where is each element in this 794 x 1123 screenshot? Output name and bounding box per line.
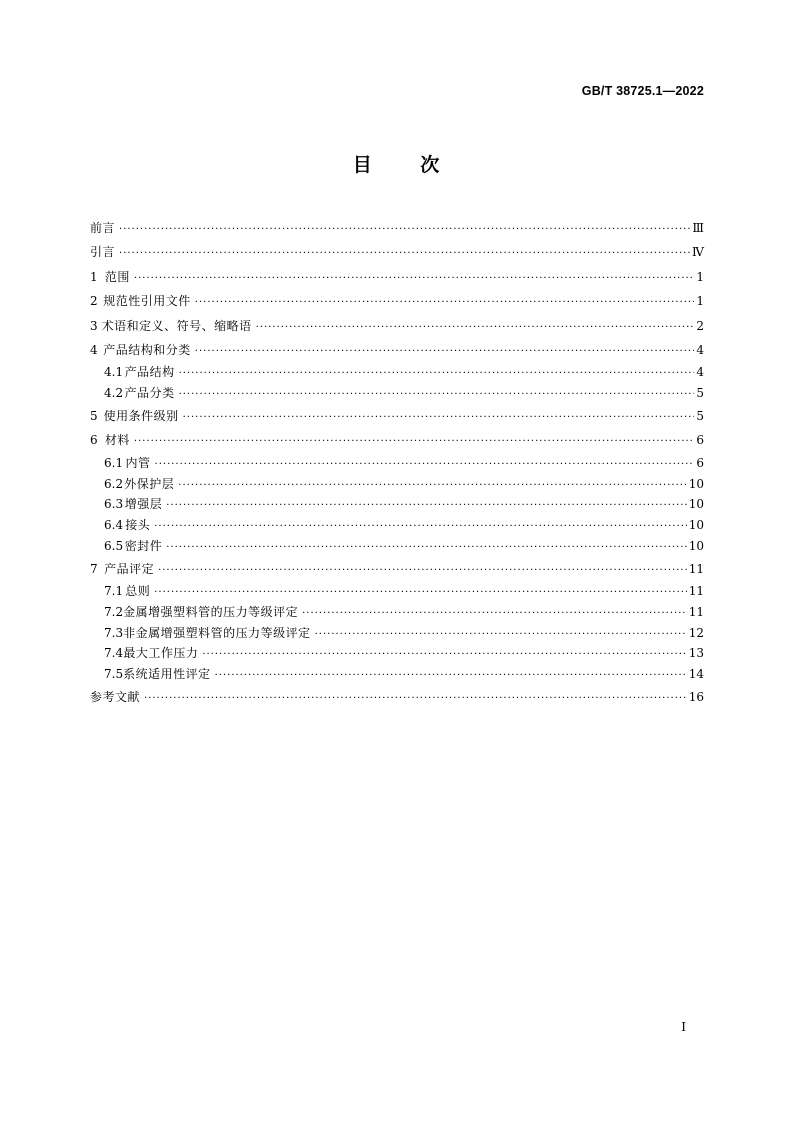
- toc-dot-leader: [195, 291, 694, 315]
- toc-dot-leader: [195, 340, 694, 364]
- toc-entry-page: 6: [696, 433, 704, 448]
- toc-entry[interactable]: [90, 265, 704, 289]
- toc-entry-page: 11: [688, 604, 704, 619]
- toc-entry-page: 12: [688, 625, 704, 640]
- toc-entry[interactable]: [90, 383, 704, 404]
- toc-entry-label: 使用条件级别: [103, 408, 179, 423]
- toc-dot-leader: [154, 517, 686, 538]
- toc-entry[interactable]: [90, 515, 704, 536]
- toc-dot-leader: [154, 583, 686, 604]
- toc-dot-leader: [144, 687, 687, 711]
- toc-entry-page: 10: [688, 497, 704, 512]
- toc-entry-number: 6.2: [104, 476, 124, 491]
- toc-entry-label: 外保护层: [124, 476, 175, 491]
- toc-entry-label: 规范性引用文件: [103, 294, 191, 309]
- toc-dot-leader: [166, 538, 686, 559]
- toc-entry-label: 金属增强塑料管的压力等级评定: [123, 604, 299, 619]
- toc-entry[interactable]: [90, 474, 704, 495]
- toc-entry-label: 产品结构: [124, 365, 175, 380]
- toc-entry-label: 密封件: [124, 538, 163, 553]
- toc-entry-label: 引言: [90, 245, 116, 260]
- toc-entry-page: 11: [688, 561, 704, 576]
- toc-entry-page: Ⅲ: [692, 221, 704, 235]
- toc-entry[interactable]: [90, 623, 704, 644]
- toc-entry[interactable]: [90, 643, 704, 664]
- toc-entry-number: 2: [90, 294, 98, 309]
- toc-entry-label: 术语和定义、符号、缩略语: [101, 318, 252, 333]
- toc-entry-number: 7.3: [104, 625, 124, 640]
- toc-entry-number: 7: [90, 561, 98, 576]
- toc-entry-page: 4: [696, 342, 704, 357]
- toc-entry-label: 总则: [125, 584, 151, 599]
- toc-entry-number: 6.1: [104, 455, 124, 470]
- toc-dot-leader: [166, 496, 686, 517]
- toc-dot-leader: [315, 625, 687, 646]
- toc-title: 目 次: [352, 154, 442, 176]
- toc-entry[interactable]: [90, 338, 704, 362]
- toc-entry-number: 5: [90, 408, 98, 423]
- toc-dot-leader: [202, 645, 686, 666]
- toc-entry-number: 6.4: [104, 518, 124, 533]
- toc-entry[interactable]: [90, 314, 704, 338]
- toc-dot-leader: [158, 559, 687, 583]
- toc-entry-page: 4: [696, 365, 704, 380]
- toc-entry-number: 6.5: [104, 538, 124, 553]
- toc-entry-page: 5: [696, 386, 704, 401]
- toc-entry-number: 4.2: [104, 386, 124, 401]
- toc-entry-label: 产品分类: [124, 386, 175, 401]
- toc-entry[interactable]: [90, 216, 704, 240]
- toc-entry-number: 7.1: [104, 584, 124, 599]
- toc-entry-page: 14: [688, 667, 704, 682]
- toc-dot-leader: [179, 364, 694, 385]
- toc-entry-label: 系统适用性评定: [123, 667, 211, 682]
- toc-entry-number: 4: [90, 342, 98, 357]
- toc-dot-leader: [155, 455, 694, 476]
- toc-dot-leader: [119, 218, 690, 242]
- toc-entry-number: 7.2: [104, 604, 124, 619]
- toc-entry-label: 接头: [125, 518, 151, 533]
- toc-entry-label: 内管: [125, 455, 151, 470]
- page-number: Ⅰ: [681, 1020, 686, 1034]
- toc-entry-label: 最大工作压力: [123, 646, 199, 661]
- toc-entry-page: 1: [696, 294, 704, 309]
- toc-entry-page: 10: [688, 476, 704, 491]
- toc-entry-page: 6: [696, 455, 704, 470]
- toc-entry-page: 1: [696, 269, 704, 284]
- toc-entry[interactable]: [90, 428, 704, 452]
- toc-entry-label: 范围: [104, 269, 130, 284]
- toc-entry[interactable]: [90, 664, 704, 685]
- toc-entry-page: Ⅳ: [692, 245, 704, 260]
- toc-entry[interactable]: [90, 404, 704, 428]
- toc-entry[interactable]: [90, 240, 704, 264]
- toc-entry[interactable]: [90, 685, 704, 709]
- toc-dot-leader: [178, 476, 686, 497]
- toc-entry-label: 产品评定: [104, 561, 155, 576]
- toc-dot-leader: [183, 406, 694, 430]
- toc-dot-leader: [179, 385, 694, 406]
- toc-entry[interactable]: [90, 602, 704, 623]
- toc-entry[interactable]: [90, 536, 704, 557]
- toc-entry-label: 前言: [90, 221, 116, 235]
- toc-entry[interactable]: [90, 581, 704, 602]
- toc-entry-number: 7.4: [104, 646, 124, 661]
- toc-entry-label: 材料: [104, 433, 130, 448]
- toc-entry-page: 2: [696, 318, 704, 333]
- toc-entry-label: 增强层: [124, 497, 163, 512]
- toc-entry-page: 5: [696, 408, 704, 423]
- toc-entry-number: 7.5: [104, 667, 124, 682]
- toc-entry-label: 产品结构和分类: [103, 342, 191, 357]
- toc-entry-page: 11: [688, 584, 704, 599]
- toc-entry-number: 3: [90, 318, 98, 333]
- table-of-contents: [90, 216, 704, 709]
- toc-dot-leader: [215, 666, 687, 687]
- toc-dot-leader: [119, 242, 690, 266]
- toc-entry-page: 13: [688, 646, 704, 661]
- toc-entry-page: 10: [688, 518, 704, 533]
- toc-entry-number: 4.1: [104, 365, 124, 380]
- toc-entry[interactable]: [90, 289, 704, 313]
- toc-dot-leader: [302, 604, 687, 625]
- toc-entry[interactable]: [90, 362, 704, 383]
- toc-entry-number: 1: [90, 269, 98, 284]
- toc-entry-number: 6.3: [104, 497, 124, 512]
- toc-dot-leader: [134, 267, 694, 291]
- toc-entry-page: 10: [688, 538, 704, 553]
- toc-entry-label: 参考文献: [90, 690, 141, 705]
- toc-entry-page: 16: [688, 690, 704, 705]
- toc-entry-label: 非金属增强塑料管的压力等级评定: [123, 625, 311, 640]
- toc-entry[interactable]: [90, 453, 704, 474]
- toc-entry[interactable]: [90, 557, 704, 581]
- toc-entry-number: 6: [90, 433, 98, 448]
- toc-entry[interactable]: [90, 494, 704, 515]
- toc-dot-leader: [134, 430, 694, 454]
- toc-dot-leader: [256, 316, 694, 340]
- standard-number: GB/T 38725.1—2022: [581, 84, 704, 98]
